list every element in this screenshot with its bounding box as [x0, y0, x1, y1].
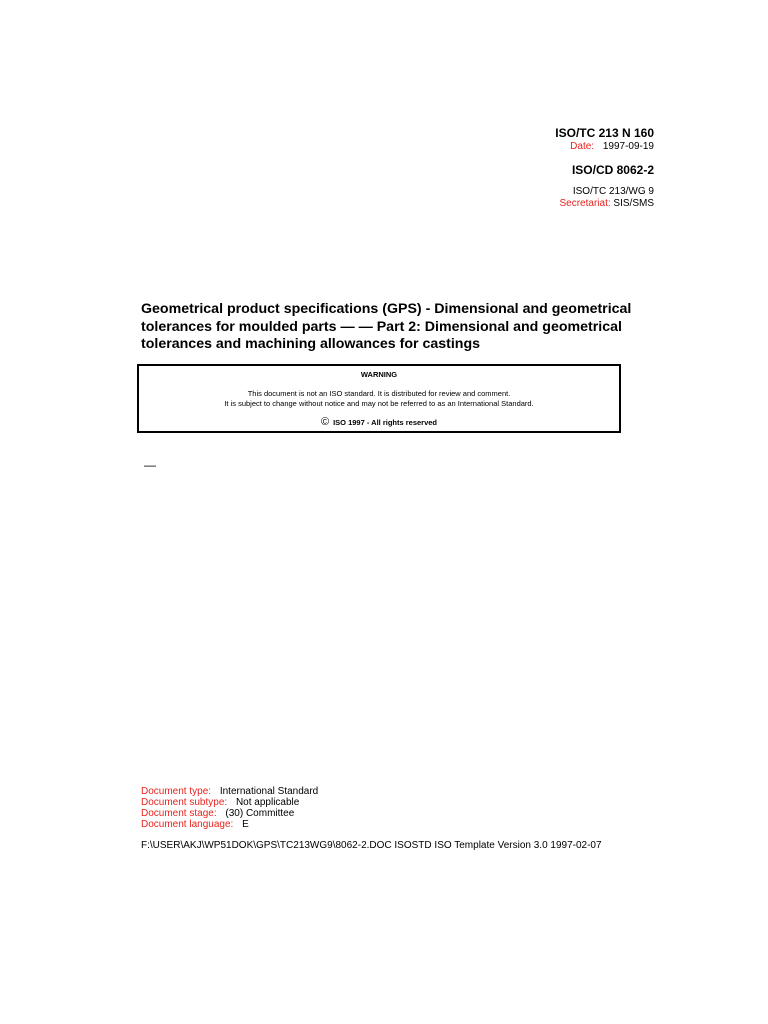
working-group: ISO/TC 213/WG 9 — [572, 186, 654, 197]
copyright-icon: © — [320, 416, 330, 428]
warning-box — [137, 364, 621, 433]
date-value: 1997-09-19 — [602, 141, 654, 152]
meta-language-label: Document language: — [141, 819, 234, 830]
meta-document-stage — [141, 808, 294, 819]
document-reference-number: ISO/TC 213 N 160 — [555, 126, 654, 140]
meta-stage-value: (30) Committee — [225, 808, 295, 819]
document-title — [141, 301, 641, 354]
warning-heading: WARNING — [360, 370, 398, 379]
copyright-text: ISO 1997 - All rights reserved — [333, 417, 438, 427]
title-line-1: Geometrical product specifications (GPS) - Dimensional and geometrical — [141, 301, 632, 317]
warning-line-1: This document is not an ISO standard. It is distributed for review and comment. — [247, 389, 511, 398]
file-path-footer: F:\USER\AKJ\WP51DOK\GPS\TC213WG9\8062-2.DOC ISOSTD ISO Template Version 3.0 1997-02-07 — [141, 840, 602, 851]
secretariat-label: Secretariat: — [559, 198, 611, 209]
date-label: Date: — [570, 141, 595, 152]
secretariat-value: SIS/SMS — [613, 198, 654, 209]
secretariat — [560, 198, 655, 210]
title-line-2: tolerances for moulded parts — — Part 2: Dimensional and geometrical — [141, 318, 622, 335]
copyright-notice — [139, 417, 619, 427]
meta-document-type — [141, 786, 318, 797]
separator-dash: — — [144, 458, 156, 472]
committee-draft-number: ISO/CD 8062-2 — [571, 163, 654, 177]
meta-type-label: Document type: — [141, 786, 212, 797]
meta-subtype-value: Not applicable — [235, 797, 300, 808]
meta-type-value: International Standard — [219, 786, 319, 797]
document-date — [570, 141, 654, 153]
meta-language-value: E — [242, 819, 249, 830]
meta-document-language — [141, 819, 249, 830]
meta-stage-label: Document stage: — [141, 808, 217, 819]
title-line-3: tolerances and machining allowances for castings — [141, 336, 481, 352]
warning-line-2: It is subject to change without notice and may not be referred to as an International Standard. — [224, 399, 534, 408]
meta-document-subtype — [141, 797, 299, 808]
meta-subtype-label: Document subtype: — [141, 797, 228, 808]
